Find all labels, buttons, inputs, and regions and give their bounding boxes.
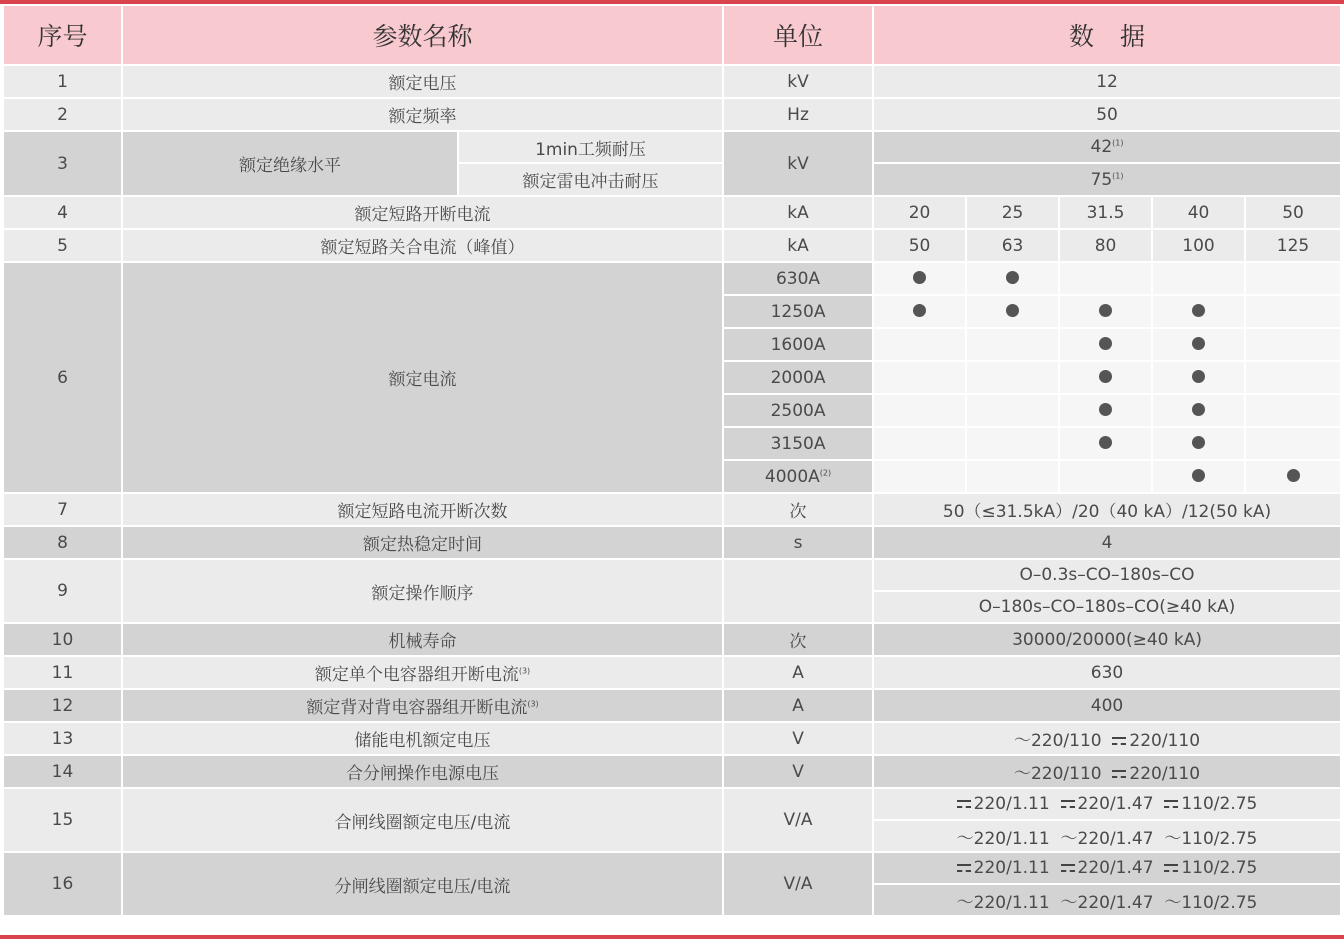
availability-cell <box>874 362 967 395</box>
availability-dot-icon <box>1099 436 1112 449</box>
current-rating: 1250A <box>724 296 874 329</box>
row-subname: 1min工频耐压 <box>459 132 724 164</box>
row-value: 31.5 <box>1060 197 1153 230</box>
row-subname: 额定雷电冲击耐压 <box>459 164 724 197</box>
row-value: 50 <box>874 230 967 263</box>
row-no: 10 <box>4 624 123 657</box>
row-name: 额定背对背电容器组开断电流$^{(3)}$ <box>123 690 724 723</box>
availability-dot-icon <box>1099 304 1112 317</box>
availability-cell <box>1246 296 1340 329</box>
table-row <box>4 756 1340 789</box>
row-value: 20 <box>874 197 967 230</box>
table-row <box>4 494 1340 527</box>
table-row <box>4 723 1340 756</box>
row-unit: s <box>724 527 874 560</box>
current-rating: $4000A^{(2)}$ <box>724 461 874 494</box>
row-value: 12 <box>874 66 1340 99</box>
availability-cell <box>1153 296 1246 329</box>
availability-cell <box>874 329 967 362</box>
availability-cell <box>874 461 967 494</box>
row-unit: Hz <box>724 99 874 132</box>
availability-cell <box>874 395 967 428</box>
row-value: 50（≤31.5kA）/20（40 kA）/12(50 kA) <box>874 494 1340 527</box>
row-value: ～220/1.11 ～220/1.47 ～110/2.75 <box>874 885 1340 917</box>
row-value: 75$^{(1)}$ <box>874 164 1340 197</box>
row-value: 220/1.11 220/1.47 110/2.75 <box>874 853 1340 885</box>
row-value: 80 <box>1060 230 1153 263</box>
row-no: 3 <box>4 132 123 197</box>
row-value: 50 <box>1246 197 1340 230</box>
availability-cell <box>1060 395 1153 428</box>
dc-symbol-icon <box>1164 864 1178 872</box>
availability-cell <box>1153 395 1246 428</box>
current-rating: 1600A <box>724 329 874 362</box>
availability-cell <box>1246 329 1340 362</box>
availability-cell <box>967 296 1060 329</box>
availability-dot-icon <box>1192 469 1205 482</box>
row-value: O–180s–CO–180s–CO(≥40 kA) <box>874 592 1340 624</box>
row-value: 4 <box>874 527 1340 560</box>
top-red-rule <box>0 0 1344 4</box>
row-name: 额定单个电容器组开断电流$^{(3)}$ <box>123 657 724 690</box>
row-name: 合闸线圈额定电压/电流 <box>123 789 724 853</box>
availability-cell <box>1246 395 1340 428</box>
availability-cell <box>1153 428 1246 461</box>
bottom-red-rule <box>0 935 1344 939</box>
current-rating: 2000A <box>724 362 874 395</box>
row-name: 额定电流 <box>123 263 724 494</box>
table-row <box>4 527 1340 560</box>
row-value: 100 <box>1153 230 1246 263</box>
dc-symbol-icon <box>1164 800 1178 808</box>
row-unit <box>724 560 874 624</box>
availability-dot-icon <box>1192 436 1205 449</box>
row-name: 机械寿命 <box>123 624 724 657</box>
availability-cell <box>1153 263 1246 296</box>
header-name: 参数名称 <box>123 6 724 66</box>
dc-symbol-icon <box>957 864 971 872</box>
row-unit: 次 <box>724 494 874 527</box>
row-value: 125 <box>1246 230 1340 263</box>
row-unit: kA <box>724 197 874 230</box>
dc-symbol-icon <box>1061 864 1075 872</box>
current-row <box>4 263 1340 296</box>
availability-dot-icon <box>1099 403 1112 416</box>
availability-cell <box>874 263 967 296</box>
row-no: 12 <box>4 690 123 723</box>
row-value: ～220/110 220/110 <box>874 756 1340 789</box>
row-name: 合分闸操作电源电压 <box>123 756 724 789</box>
availability-dot-icon <box>1287 469 1300 482</box>
row-value: 25 <box>967 197 1060 230</box>
availability-cell <box>1246 461 1340 494</box>
row-no: 5 <box>4 230 123 263</box>
availability-cell <box>967 461 1060 494</box>
row-no: 8 <box>4 527 123 560</box>
availability-cell <box>1060 362 1153 395</box>
row-no: 2 <box>4 99 123 132</box>
table-row <box>4 197 1340 230</box>
row-value: ～220/1.11 ～220/1.47 ～110/2.75 <box>874 821 1340 853</box>
availability-dot-icon <box>913 271 926 284</box>
availability-cell <box>967 362 1060 395</box>
row-no: 13 <box>4 723 123 756</box>
row-unit: V/A <box>724 789 874 853</box>
row-no: 9 <box>4 560 123 624</box>
header-unit: 单位 <box>724 6 874 66</box>
table-row <box>4 690 1340 723</box>
row-unit: 次 <box>724 624 874 657</box>
row-name: 额定频率 <box>123 99 724 132</box>
availability-cell <box>1060 263 1153 296</box>
availability-cell <box>1153 461 1246 494</box>
row-unit: A <box>724 657 874 690</box>
row-value: 50 <box>874 99 1340 132</box>
availability-cell <box>1060 461 1153 494</box>
row-value: 40 <box>1153 197 1246 230</box>
dc-symbol-icon <box>1112 737 1126 745</box>
row-unit: V <box>724 756 874 789</box>
availability-cell <box>967 329 1060 362</box>
table-row <box>4 99 1340 132</box>
row-unit: V <box>724 723 874 756</box>
current-rating: 630A <box>724 263 874 296</box>
dc-symbol-icon <box>957 800 971 808</box>
row-name: 额定绝缘水平 <box>123 132 459 197</box>
row-no: 7 <box>4 494 123 527</box>
row-value: 63 <box>967 230 1060 263</box>
dc-symbol-icon <box>1112 770 1126 778</box>
row-no: 1 <box>4 66 123 99</box>
table-header <box>4 6 1340 66</box>
availability-dot-icon <box>1192 370 1205 383</box>
row-value: O–0.3s–CO–180s–CO <box>874 560 1340 592</box>
row-value: 42$^{(1)}$ <box>874 132 1340 164</box>
availability-cell <box>1246 263 1340 296</box>
row-name: 额定短路电流开断次数 <box>123 494 724 527</box>
row-value: 220/1.11 220/1.47 110/2.75 <box>874 789 1340 821</box>
availability-dot-icon <box>1192 304 1205 317</box>
row-name: 额定短路开断电流 <box>123 197 724 230</box>
availability-cell <box>1246 428 1340 461</box>
row-value: 30000/20000(≥40 kA) <box>874 624 1340 657</box>
row-value: 400 <box>874 690 1340 723</box>
row-name: 额定热稳定时间 <box>123 527 724 560</box>
row-name: 额定电压 <box>123 66 724 99</box>
availability-cell <box>967 263 1060 296</box>
current-rating: 2500A <box>724 395 874 428</box>
table-row <box>4 66 1340 99</box>
row-unit: kA <box>724 230 874 263</box>
table-row <box>4 624 1340 657</box>
availability-dot-icon <box>1192 403 1205 416</box>
availability-cell <box>874 428 967 461</box>
row-value: 630 <box>874 657 1340 690</box>
row-no: 14 <box>4 756 123 789</box>
availability-dot-icon <box>1192 337 1205 350</box>
availability-cell <box>1060 329 1153 362</box>
availability-cell <box>1246 362 1340 395</box>
table-row <box>4 789 1340 821</box>
availability-cell <box>1153 362 1246 395</box>
current-rating: 3150A <box>724 428 874 461</box>
availability-dot-icon <box>913 304 926 317</box>
row-no: 16 <box>4 853 123 917</box>
availability-cell <box>1060 296 1153 329</box>
row-no: 15 <box>4 789 123 853</box>
row-value: ～220/110 220/110 <box>874 723 1340 756</box>
table-row <box>4 657 1340 690</box>
availability-dot-icon <box>1006 271 1019 284</box>
row-unit: kV <box>724 132 874 197</box>
availability-dot-icon <box>1099 370 1112 383</box>
availability-cell <box>1153 329 1246 362</box>
row-name: 分闸线圈额定电压/电流 <box>123 853 724 917</box>
availability-dot-icon <box>1006 304 1019 317</box>
row-name: 额定短路关合电流（峰值） <box>123 230 724 263</box>
row-unit: A <box>724 690 874 723</box>
table-row <box>4 853 1340 885</box>
availability-cell <box>874 296 967 329</box>
row-name: 储能电机额定电压 <box>123 723 724 756</box>
header-no: 序号 <box>4 6 123 66</box>
row-unit: V/A <box>724 853 874 917</box>
table-row <box>4 132 1340 164</box>
availability-cell <box>967 395 1060 428</box>
row-no: 4 <box>4 197 123 230</box>
row-no: 6 <box>4 263 123 494</box>
parameter-table <box>4 6 1340 917</box>
availability-dot-icon <box>1099 337 1112 350</box>
dc-symbol-icon <box>1061 800 1075 808</box>
availability-cell <box>967 428 1060 461</box>
availability-cell <box>1060 428 1153 461</box>
row-no: 11 <box>4 657 123 690</box>
table-row <box>4 560 1340 592</box>
table-row <box>4 230 1340 263</box>
row-unit: kV <box>724 66 874 99</box>
header-data: 数 据 <box>874 6 1340 66</box>
row-name: 额定操作顺序 <box>123 560 724 624</box>
